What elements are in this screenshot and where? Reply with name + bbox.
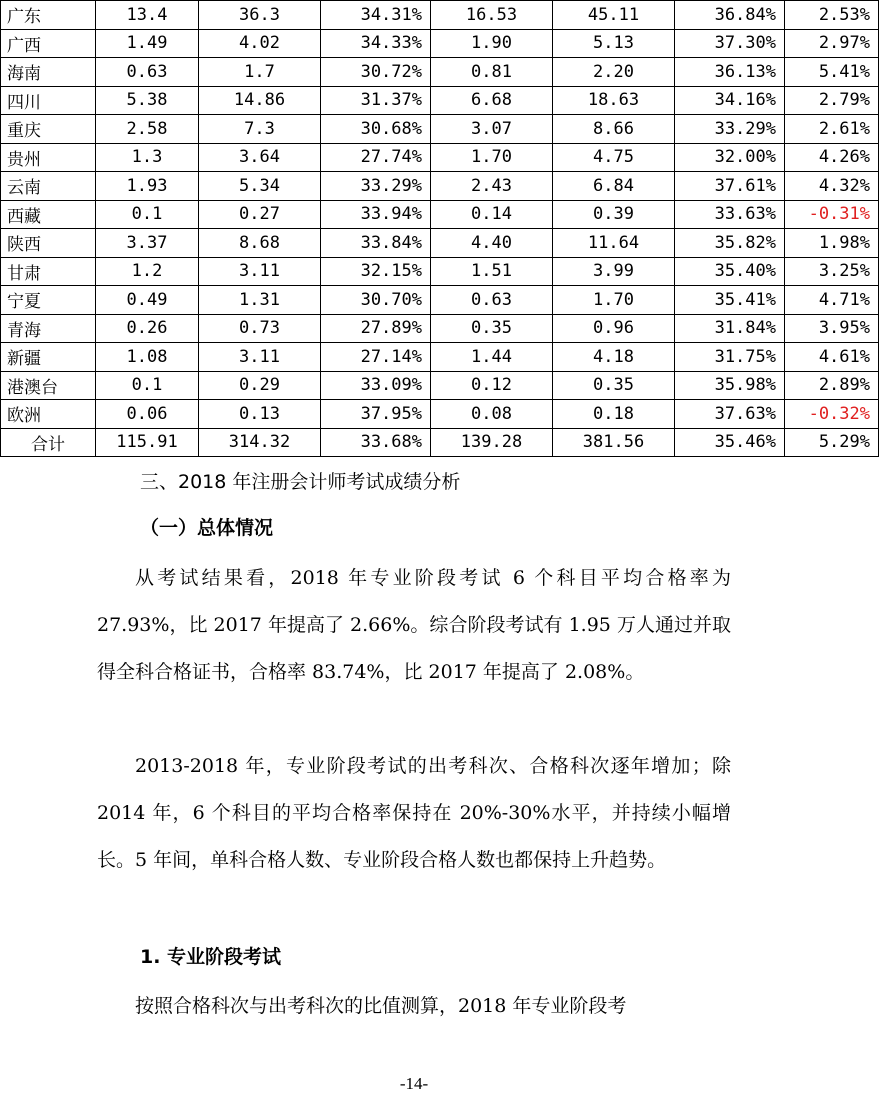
region-cell: 广东 bbox=[1, 1, 96, 30]
value-cell: 31.75% bbox=[675, 343, 785, 372]
value-cell: 0.18 bbox=[553, 400, 675, 429]
value-cell: 37.63% bbox=[675, 400, 785, 429]
value-cell: 31.37% bbox=[321, 86, 431, 115]
value-cell: 30.70% bbox=[321, 286, 431, 315]
table-row bbox=[1, 29, 879, 58]
table-body bbox=[1, 1, 879, 457]
value-cell: 27.74% bbox=[321, 143, 431, 172]
value-cell: 0.08 bbox=[431, 400, 553, 429]
value-cell: 4.26% bbox=[785, 143, 879, 172]
table-row bbox=[1, 343, 879, 372]
value-cell: 1.70 bbox=[431, 143, 553, 172]
region-cell: 贵州 bbox=[1, 143, 96, 172]
value-cell: 30.72% bbox=[321, 58, 431, 87]
value-cell: 1.08 bbox=[96, 343, 199, 372]
value-cell: 16.53 bbox=[431, 1, 553, 30]
value-cell: 6.84 bbox=[553, 172, 675, 201]
value-cell: 2.53% bbox=[785, 1, 879, 30]
value-cell: 1.31 bbox=[199, 286, 321, 315]
region-cell: 合计 bbox=[1, 428, 96, 457]
region-cell: 港澳台 bbox=[1, 371, 96, 400]
paragraph-trend: 2013-2018 年，专业阶段考试的出考科次、合格科次逐年增加；除 2014 年，6 个科目的平均合格率保持在 20%-30%水平，并持续小幅增长。5 年间，单科合格人数、专业阶段合格人数也都保持上升趋势。 bbox=[97, 755, 731, 871]
value-cell: 3.37 bbox=[96, 229, 199, 258]
value-cell: 35.98% bbox=[675, 371, 785, 400]
value-cell: 33.29% bbox=[675, 115, 785, 144]
region-cell: 云南 bbox=[1, 172, 96, 201]
value-cell: 314.32 bbox=[199, 428, 321, 457]
value-cell: 2.58 bbox=[96, 115, 199, 144]
value-cell: 3.11 bbox=[199, 257, 321, 286]
value-cell: 2.97% bbox=[785, 29, 879, 58]
value-cell: 5.34 bbox=[199, 172, 321, 201]
value-cell: 33.29% bbox=[321, 172, 431, 201]
region-cell: 广西 bbox=[1, 29, 96, 58]
region-cell: 海南 bbox=[1, 58, 96, 87]
value-cell: 0.39 bbox=[553, 200, 675, 229]
value-cell: 34.16% bbox=[675, 86, 785, 115]
value-cell: 35.82% bbox=[675, 229, 785, 258]
table-row bbox=[1, 314, 879, 343]
value-cell: 4.71% bbox=[785, 286, 879, 315]
item-heading: 1. 专业阶段考试 bbox=[140, 946, 282, 968]
value-cell: 27.89% bbox=[321, 314, 431, 343]
value-cell: 0.35 bbox=[431, 314, 553, 343]
table-row bbox=[1, 371, 879, 400]
value-cell: 0.96 bbox=[553, 314, 675, 343]
table-row bbox=[1, 115, 879, 144]
value-cell: 37.61% bbox=[675, 172, 785, 201]
value-cell: 35.40% bbox=[675, 257, 785, 286]
value-cell: 8.66 bbox=[553, 115, 675, 144]
paragraph-overall-results: 从考试结果看，2018 年专业阶段考试 6 个科目平均合格率为 27.93%，比 2017 年提高了 2.66%。综合阶段考试有 1.95 万人通过并取得全科合格证书，合格率 83.74%，比 2017 年提高了 2.08%。 bbox=[97, 567, 731, 683]
value-cell: 1.49 bbox=[96, 29, 199, 58]
value-cell: 33.09% bbox=[321, 371, 431, 400]
region-cell: 欧洲 bbox=[1, 400, 96, 429]
value-cell: 36.13% bbox=[675, 58, 785, 87]
table-row bbox=[1, 58, 879, 87]
value-cell: 5.38 bbox=[96, 86, 199, 115]
value-cell: 35.41% bbox=[675, 286, 785, 315]
table-row bbox=[1, 143, 879, 172]
paragraph-professional-stage: 按照合格科次与出考科次的比值测算，2018 年专业阶段考 bbox=[135, 995, 627, 1017]
value-cell: 3.95% bbox=[785, 314, 879, 343]
value-cell: 3.64 bbox=[199, 143, 321, 172]
value-cell: 0.35 bbox=[553, 371, 675, 400]
value-cell: 0.13 bbox=[199, 400, 321, 429]
value-cell: 0.26 bbox=[96, 314, 199, 343]
section-heading: 三、2018 年注册会计师考试成绩分析 bbox=[140, 471, 461, 493]
value-cell: 18.63 bbox=[553, 86, 675, 115]
value-cell: 1.7 bbox=[199, 58, 321, 87]
page-number: -14- bbox=[399, 1074, 429, 1093]
value-cell: 381.56 bbox=[553, 428, 675, 457]
value-cell: 2.20 bbox=[553, 58, 675, 87]
value-cell: 11.64 bbox=[553, 229, 675, 258]
value-cell: 0.27 bbox=[199, 200, 321, 229]
value-cell: 5.29% bbox=[785, 428, 879, 457]
value-cell: 8.68 bbox=[199, 229, 321, 258]
value-cell: 30.68% bbox=[321, 115, 431, 144]
value-cell: -0.31% bbox=[785, 200, 879, 229]
value-cell: 1.98% bbox=[785, 229, 879, 258]
value-cell: 115.91 bbox=[96, 428, 199, 457]
value-cell: 3.07 bbox=[431, 115, 553, 144]
value-cell: 36.3 bbox=[199, 1, 321, 30]
region-cell: 宁夏 bbox=[1, 286, 96, 315]
table-row bbox=[1, 86, 879, 115]
value-cell: 4.61% bbox=[785, 343, 879, 372]
value-cell: 33.94% bbox=[321, 200, 431, 229]
value-cell: 32.00% bbox=[675, 143, 785, 172]
value-cell: 37.95% bbox=[321, 400, 431, 429]
value-cell: 0.49 bbox=[96, 286, 199, 315]
table-row bbox=[1, 286, 879, 315]
value-cell: 1.2 bbox=[96, 257, 199, 286]
region-cell: 西藏 bbox=[1, 200, 96, 229]
value-cell: -0.32% bbox=[785, 400, 879, 429]
value-cell: 4.32% bbox=[785, 172, 879, 201]
table-row bbox=[1, 229, 879, 258]
value-cell: 35.46% bbox=[675, 428, 785, 457]
value-cell: 4.75 bbox=[553, 143, 675, 172]
value-cell: 33.84% bbox=[321, 229, 431, 258]
value-cell: 14.86 bbox=[199, 86, 321, 115]
table-row bbox=[1, 200, 879, 229]
value-cell: 0.12 bbox=[431, 371, 553, 400]
region-cell: 四川 bbox=[1, 86, 96, 115]
table-row bbox=[1, 1, 879, 30]
value-cell: 45.11 bbox=[553, 1, 675, 30]
value-cell: 1.70 bbox=[553, 286, 675, 315]
value-cell: 0.14 bbox=[431, 200, 553, 229]
value-cell: 3.99 bbox=[553, 257, 675, 286]
value-cell: 34.31% bbox=[321, 1, 431, 30]
value-cell: 36.84% bbox=[675, 1, 785, 30]
value-cell: 0.81 bbox=[431, 58, 553, 87]
value-cell: 1.44 bbox=[431, 343, 553, 372]
value-cell: 5.41% bbox=[785, 58, 879, 87]
value-cell: 0.06 bbox=[96, 400, 199, 429]
value-cell: 4.18 bbox=[553, 343, 675, 372]
region-cell: 甘肃 bbox=[1, 257, 96, 286]
value-cell: 37.30% bbox=[675, 29, 785, 58]
value-cell: 2.43 bbox=[431, 172, 553, 201]
value-cell: 139.28 bbox=[431, 428, 553, 457]
region-cell: 陕西 bbox=[1, 229, 96, 258]
value-cell: 0.63 bbox=[96, 58, 199, 87]
exam-results-table bbox=[0, 0, 879, 457]
value-cell: 3.25% bbox=[785, 257, 879, 286]
value-cell: 0.63 bbox=[431, 286, 553, 315]
value-cell: 0.73 bbox=[199, 314, 321, 343]
value-cell: 33.63% bbox=[675, 200, 785, 229]
value-cell: 33.68% bbox=[321, 428, 431, 457]
region-cell: 青海 bbox=[1, 314, 96, 343]
value-cell: 6.68 bbox=[431, 86, 553, 115]
value-cell: 4.40 bbox=[431, 229, 553, 258]
value-cell: 2.61% bbox=[785, 115, 879, 144]
value-cell: 1.90 bbox=[431, 29, 553, 58]
value-cell: 32.15% bbox=[321, 257, 431, 286]
value-cell: 31.84% bbox=[675, 314, 785, 343]
value-cell: 4.02 bbox=[199, 29, 321, 58]
value-cell: 34.33% bbox=[321, 29, 431, 58]
value-cell: 1.3 bbox=[96, 143, 199, 172]
table-row bbox=[1, 400, 879, 429]
sub-heading: （一）总体情况 bbox=[140, 517, 274, 539]
value-cell: 7.3 bbox=[199, 115, 321, 144]
table-row bbox=[1, 172, 879, 201]
value-cell: 5.13 bbox=[553, 29, 675, 58]
value-cell: 13.4 bbox=[96, 1, 199, 30]
value-cell: 0.29 bbox=[199, 371, 321, 400]
value-cell: 2.89% bbox=[785, 371, 879, 400]
region-cell: 重庆 bbox=[1, 115, 96, 144]
value-cell: 0.1 bbox=[96, 200, 199, 229]
table-total-row bbox=[1, 428, 879, 457]
value-cell: 1.51 bbox=[431, 257, 553, 286]
value-cell: 3.11 bbox=[199, 343, 321, 372]
value-cell: 1.93 bbox=[96, 172, 199, 201]
table-row bbox=[1, 257, 879, 286]
value-cell: 27.14% bbox=[321, 343, 431, 372]
region-cell: 新疆 bbox=[1, 343, 96, 372]
value-cell: 0.1 bbox=[96, 371, 199, 400]
value-cell: 2.79% bbox=[785, 86, 879, 115]
